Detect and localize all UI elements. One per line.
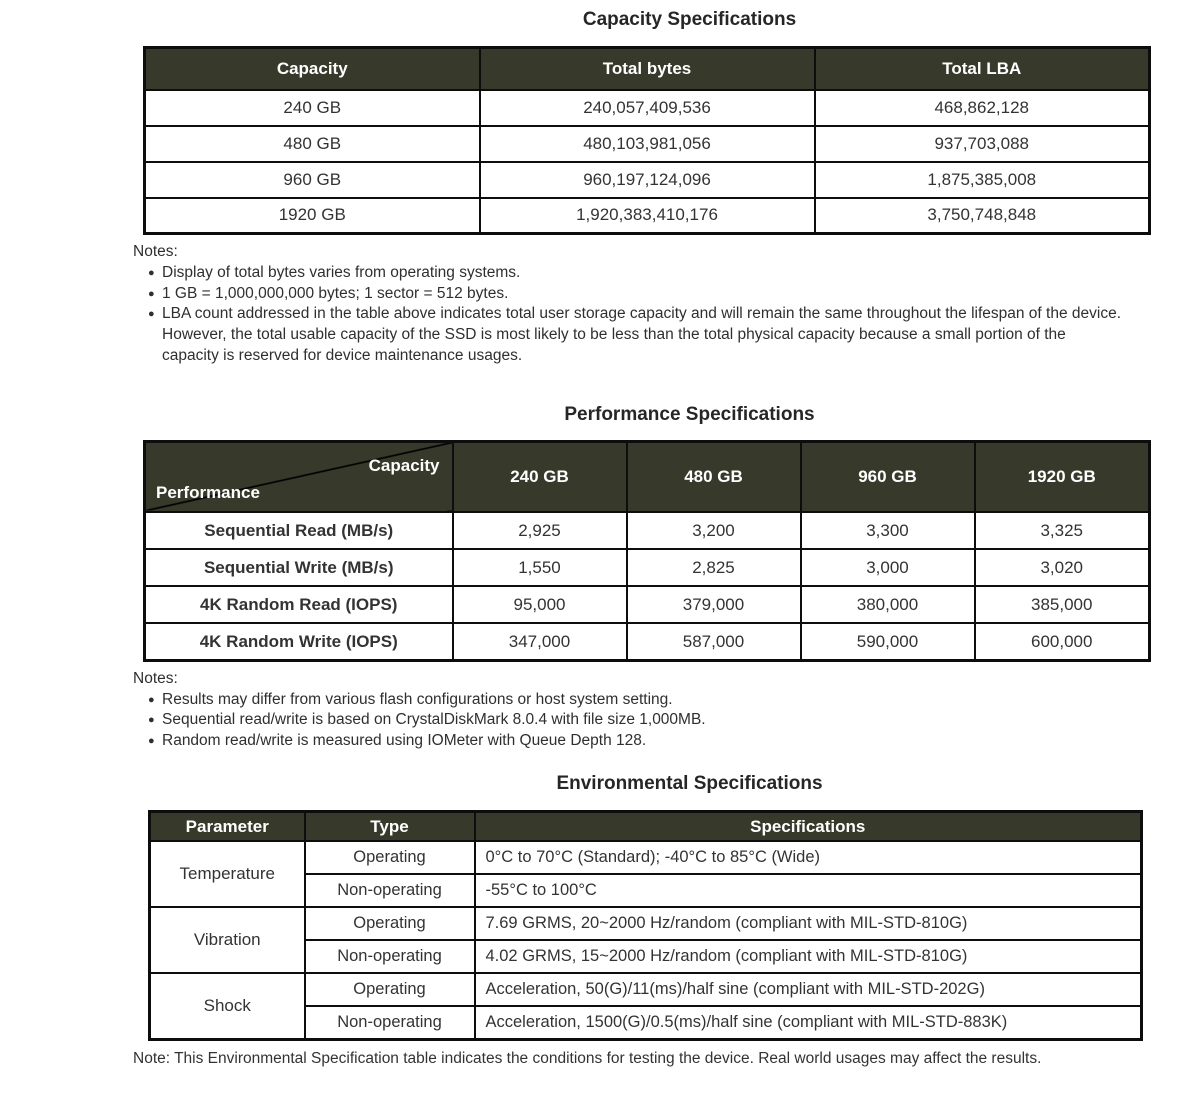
note-item: [133, 284, 1123, 305]
table-cell: 3,750,748,848: [815, 198, 1150, 234]
note-text: Sequential read/write is based on CrystalDiskMark 8.0.4 with file size 1,000MB.: [162, 711, 706, 729]
performance-header-1920gb: 1920 GB: [975, 441, 1150, 512]
performance-corner-cell: [145, 441, 453, 512]
note-text: Results may differ from various flash configurations or host system setting.: [162, 690, 673, 708]
type-cell: Non-operating: [305, 874, 475, 907]
table-cell: 960,197,124,096: [480, 162, 815, 198]
performance-header-480gb: 480 GB: [627, 441, 801, 512]
environmental-header-type: Type: [305, 811, 475, 841]
row-label: 4K Random Read (IOPS): [145, 586, 453, 623]
capacity-header-row: [145, 48, 1150, 90]
parameter-cell: Shock: [150, 973, 305, 1039]
table-cell: 480,103,981,056: [480, 126, 815, 162]
capacity-table: [143, 46, 1151, 235]
table-cell: 240,057,409,536: [480, 90, 815, 126]
table-cell: 379,000: [627, 586, 801, 623]
capacity-header-total-lba: Total LBA: [815, 48, 1150, 90]
table-cell: 347,000: [453, 623, 627, 660]
spec-cell: 7.69 GRMS, 20~2000 Hz/random (compliant with MIL-STD-810G): [475, 907, 1142, 940]
capacity-header-total-bytes: Total bytes: [480, 48, 815, 90]
type-cell: Non-operating: [305, 1006, 475, 1039]
spec-cell: -55°C to 100°C: [475, 874, 1142, 907]
note-item: [133, 304, 1123, 366]
performance-header-240gb: 240 GB: [453, 441, 627, 512]
row-label: Sequential Read (MB/s): [145, 512, 453, 549]
table-cell: 3,000: [801, 549, 975, 586]
spec-cell: 0°C to 70°C (Standard); -40°C to 85°C (Wide): [475, 841, 1142, 874]
table-cell: 1,920,383,410,176: [480, 198, 815, 234]
table-cell: 1,550: [453, 549, 627, 586]
table-cell: 1920 GB: [145, 198, 480, 234]
table-cell: 587,000: [627, 623, 801, 660]
performance-notes: [133, 669, 1123, 752]
capacity-notes: [133, 242, 1123, 367]
table-row: [150, 973, 1142, 1006]
table-row: [150, 841, 1142, 874]
parameter-cell: Temperature: [150, 841, 305, 907]
corner-label-capacity: Capacity: [368, 455, 440, 475]
note-item: [133, 690, 1123, 711]
bullet-icon: ●: [148, 735, 155, 748]
table-row: [145, 198, 1150, 234]
note-text: Display of total bytes varies from operating systems.: [162, 263, 521, 281]
table-cell: 468,862,128: [815, 90, 1150, 126]
table-cell: 937,703,088: [815, 126, 1150, 162]
table-row: [145, 586, 1150, 623]
table-row: [145, 162, 1150, 198]
table-cell: 2,825: [627, 549, 801, 586]
note-item: [133, 731, 1123, 752]
table-row: [145, 623, 1150, 660]
table-cell: 3,300: [801, 512, 975, 549]
environmental-header-row: [150, 811, 1142, 841]
row-label: Sequential Write (MB/s): [145, 549, 453, 586]
table-cell: 3,020: [975, 549, 1150, 586]
bullet-icon: ●: [148, 308, 155, 321]
notes-label: Notes:: [133, 243, 178, 260]
parameter-cell: Vibration: [150, 907, 305, 973]
spec-cell: Acceleration, 1500(G)/0.5(ms)/half sine (compliant with MIL-STD-883K): [475, 1006, 1142, 1039]
corner-label-performance: Performance: [156, 483, 260, 503]
spec-cell: Acceleration, 50(G)/11(ms)/half sine (compliant with MIL-STD-202G): [475, 973, 1142, 1006]
spec-cell: 4.02 GRMS, 15~2000 Hz/random (compliant with MIL-STD-810G): [475, 940, 1142, 973]
type-cell: Operating: [305, 973, 475, 1006]
note-item: [133, 710, 1123, 731]
note-item: [133, 263, 1123, 284]
table-cell: 385,000: [975, 586, 1150, 623]
environmental-header-parameter: Parameter: [150, 811, 305, 841]
table-cell: 480 GB: [145, 126, 480, 162]
table-cell: 3,325: [975, 512, 1150, 549]
note-text: LBA count addressed in the table above indicates total user storage capacity and will remain the same throughout the lifespan of the device. However, the total usable capacity of the SSD is most likely to be less than the total physical capacity because a small portion of the capacity is reserved for device maintenance usages.: [162, 305, 1122, 364]
performance-header-960gb: 960 GB: [801, 441, 975, 512]
table-cell: 240 GB: [145, 90, 480, 126]
note-text: Random read/write is measured using IOMeter with Queue Depth 128.: [162, 732, 647, 750]
bullet-icon: ●: [148, 266, 155, 279]
table-cell: 1,875,385,008: [815, 162, 1150, 198]
table-cell: 380,000: [801, 586, 975, 623]
performance-title: Performance Specifications: [564, 403, 815, 425]
table-row: [150, 907, 1142, 940]
capacity-header-capacity: Capacity: [145, 48, 480, 90]
note-text: 1 GB = 1,000,000,000 bytes; 1 sector = 512 bytes.: [162, 284, 509, 302]
environmental-note: Note: This Environmental Specification table indicates the conditions for testing the device. Real world usages may affect the results.: [133, 1049, 1042, 1067]
table-row: [145, 90, 1150, 126]
table-row: [145, 126, 1150, 162]
type-cell: Operating: [305, 841, 475, 874]
environmental-table: [148, 810, 1143, 1041]
table-cell: 2,925: [453, 512, 627, 549]
table-cell: 960 GB: [145, 162, 480, 198]
table-row: [145, 549, 1150, 586]
notes-label: Notes:: [133, 669, 178, 687]
type-cell: Operating: [305, 907, 475, 940]
table-cell: 590,000: [801, 623, 975, 660]
table-cell: 95,000: [453, 586, 627, 623]
bullet-icon: ●: [148, 693, 155, 706]
environmental-title: Environmental Specifications: [556, 772, 823, 794]
table-row: [145, 512, 1150, 549]
bullet-icon: ●: [148, 287, 155, 300]
type-cell: Non-operating: [305, 940, 475, 973]
row-label: 4K Random Write (IOPS): [145, 623, 453, 660]
table-cell: 600,000: [975, 623, 1150, 660]
bullet-icon: ●: [148, 714, 155, 727]
performance-header-row: [145, 441, 1150, 512]
table-cell: 3,200: [627, 512, 801, 549]
performance-table: [143, 440, 1151, 662]
environmental-header-specifications: Specifications: [475, 811, 1142, 841]
capacity-title: Capacity Specifications: [582, 9, 797, 30]
